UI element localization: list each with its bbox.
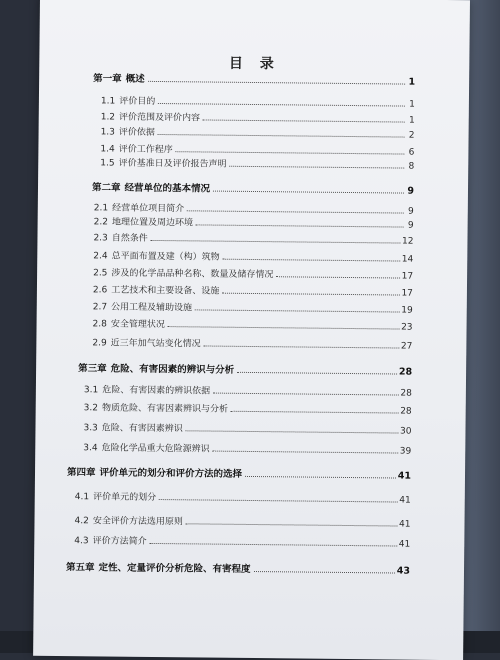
toc-section-entry (100, 155, 414, 171)
toc-entry-title: 地理位置及周边环境 (112, 215, 193, 229)
toc-entry-title: 安全管理状况 (111, 317, 165, 331)
toc-page-number: 19 (401, 306, 413, 316)
toc-section-entry (75, 489, 411, 506)
toc-page-number: 30 (400, 427, 412, 437)
toc-entry-number: 第四章 (67, 464, 96, 478)
toc-dot-leader (151, 239, 400, 244)
toc-section-entry (94, 214, 414, 230)
toc-page-number: 17 (401, 289, 413, 299)
toc-dot-leader (187, 209, 404, 213)
toc-page-number: 27 (401, 342, 413, 352)
toc-entry-number: 第一章 (93, 70, 122, 84)
toc-page-number: 41 (399, 520, 411, 530)
toc-page-number: 1 (407, 77, 415, 88)
toc-dot-leader (223, 258, 400, 262)
toc-page-number: 14 (402, 255, 414, 265)
toc-entry-number: 2.3 (93, 233, 107, 243)
toc-entry-number: 2.1 (94, 203, 108, 213)
toc-entry-title: 概述 (126, 71, 145, 85)
toc-section-entry (74, 513, 410, 530)
toc-entry-number: 4.1 (75, 492, 89, 502)
toc-section-entry (93, 230, 413, 246)
toc-entry-number: 2.4 (93, 251, 107, 261)
toc-entry-number: 2.7 (93, 302, 107, 312)
toc-page-number: 28 (399, 367, 412, 378)
toc-dot-leader (245, 475, 396, 479)
toc-dot-leader (276, 275, 399, 278)
toc-dot-leader (213, 450, 398, 454)
toc-entry-number: 3.3 (83, 423, 97, 433)
toc-chapter-entry (92, 179, 414, 196)
toc-entry-title: 定性、定量评价分析危险、有害程度 (98, 559, 250, 575)
toc-dot-leader (150, 542, 397, 547)
toc-entry-number: 4.3 (74, 536, 88, 546)
toc-entry-title: 危险、有害因素辨识 (102, 420, 183, 434)
toc-page-number: 2 (407, 131, 415, 141)
toc-dot-leader (230, 165, 405, 169)
toc-dot-leader (195, 308, 399, 312)
toc-dot-leader (196, 223, 404, 227)
toc-entry-number: 2.2 (94, 217, 108, 227)
toc-section-entry (93, 316, 413, 332)
toc-entry-number: 2.5 (93, 268, 107, 278)
toc-dot-leader (148, 80, 405, 85)
toc-page-number: 41 (398, 471, 411, 482)
toc-dot-leader (158, 102, 405, 107)
toc-entry-title: 评价单元的划分和评价方法的选择 (99, 464, 242, 479)
toc-section-entry (101, 124, 415, 140)
toc-section-entry (101, 109, 415, 125)
toc-page-number: 9 (406, 186, 414, 197)
toc-page-number: 9 (406, 207, 414, 217)
toc-page-number: 12 (402, 237, 414, 247)
toc-entry-title: 评价单元的划分 (93, 489, 156, 503)
toc-chapter-entry (93, 70, 415, 87)
toc-dot-leader (159, 498, 397, 502)
toc-page-number: 9 (406, 221, 414, 231)
toc-chapter-entry (67, 464, 411, 482)
toc-page-number: 41 (399, 496, 411, 506)
toc-dot-leader (203, 118, 405, 122)
document-page (33, 0, 470, 660)
toc-page-number: 28 (400, 389, 412, 399)
toc-entry-title: 评价依据 (119, 125, 155, 138)
toc-section-entry (84, 382, 412, 398)
toc-entry-title: 评价范围及评价内容 (119, 110, 200, 124)
toc-chapter-entry (66, 559, 410, 577)
toc-entry-number: 1.2 (101, 112, 115, 122)
toc-section-entry (93, 265, 413, 281)
toc-entry-title: 总平面布置及建（构）筑物 (112, 249, 220, 263)
toc-dot-leader (204, 344, 399, 348)
toc-page-number: 43 (397, 566, 410, 577)
toc-entry-title: 危险、有害因素的辨识依据 (102, 382, 210, 396)
toc-dot-leader (231, 410, 398, 414)
toc-entry-title: 危险化学品重大危险源辨识 (102, 440, 210, 454)
toc-dot-leader (222, 292, 399, 296)
toc-section-entry (93, 282, 413, 298)
toc-entry-number: 2.8 (93, 319, 107, 329)
toc-section-entry (92, 335, 412, 351)
toc-entry-title: 评价方法简介 (93, 533, 147, 547)
toc-dot-leader (158, 133, 405, 138)
toc-page-number: 39 (400, 447, 412, 457)
toc-entry-number: 3.2 (84, 403, 98, 413)
toc-entry-title: 工艺技术和主要设备、设施 (111, 283, 219, 297)
toc-entry-title: 安全评价方法选用原则 (93, 513, 183, 527)
toc-entry-title: 经营单位项目简介 (112, 201, 184, 215)
toc-dot-leader (176, 150, 405, 154)
toc-page-number: 23 (401, 323, 413, 333)
toc-entry-number: 1.3 (101, 127, 115, 137)
toc-entry-title: 近三年加气站变化情况 (111, 336, 201, 350)
toc-dot-leader (237, 371, 397, 375)
toc-chapter-entry (78, 360, 412, 377)
toc-dot-leader (186, 522, 397, 526)
toc-entry-number: 3.1 (84, 385, 98, 395)
toc-section-entry (93, 299, 413, 315)
toc-page-number: 17 (402, 272, 414, 282)
toc-entry-title: 公用工程及辅助设施 (111, 300, 192, 314)
toc-dot-leader (186, 429, 398, 433)
toc-entry-number: 1.4 (100, 144, 114, 154)
toc-title: 目 录 (39, 51, 469, 76)
toc-entry-title: 评价工作程序 (119, 142, 173, 156)
toc-entry-number: 2.9 (92, 338, 106, 348)
toc-dot-leader (213, 190, 404, 194)
toc-entry-title: 自然条件 (112, 231, 148, 244)
toc-entry-title: 评价基准日及评价报告声明 (119, 156, 227, 170)
toc-page-number: 6 (406, 148, 414, 158)
toc-dot-leader (254, 570, 395, 573)
toc-entry-number: 4.2 (74, 516, 88, 526)
toc-dot-leader (213, 392, 398, 396)
toc-page-number: 41 (399, 540, 411, 550)
toc-entry-number: 第二章 (92, 179, 121, 193)
toc-entry-number: 3.4 (83, 443, 97, 453)
toc-entry-title: 危险、有害因素的辨识与分析 (111, 361, 235, 376)
toc-page-number: 1 (407, 100, 415, 110)
toc-entry-number: 第三章 (78, 360, 107, 374)
toc-page-number: 28 (400, 407, 412, 417)
toc-section-entry (101, 93, 415, 109)
toc-section-entry (93, 248, 413, 264)
toc-dot-leader (168, 325, 399, 329)
toc-entry-title: 评价目的 (119, 94, 155, 107)
toc-section-entry (83, 420, 411, 436)
toc-section-entry (84, 400, 412, 416)
toc-section-entry (83, 440, 411, 456)
toc-entry-number: 2.6 (93, 285, 107, 295)
toc-entry-number: 1.1 (101, 96, 115, 106)
toc-section-entry (74, 533, 410, 550)
toc-entry-title: 经营单位的基本情况 (124, 180, 210, 195)
toc-entry-title: 涉及的化学品品种名称、数量及储存情况 (111, 266, 273, 281)
toc-entry-title: 物质危险、有害因素辨识与分析 (102, 400, 228, 414)
toc-entry-number: 1.5 (100, 158, 114, 168)
toc-page-number: 1 (407, 116, 415, 126)
toc-entry-number: 第五章 (66, 559, 95, 573)
toc-page-number: 8 (406, 162, 414, 172)
